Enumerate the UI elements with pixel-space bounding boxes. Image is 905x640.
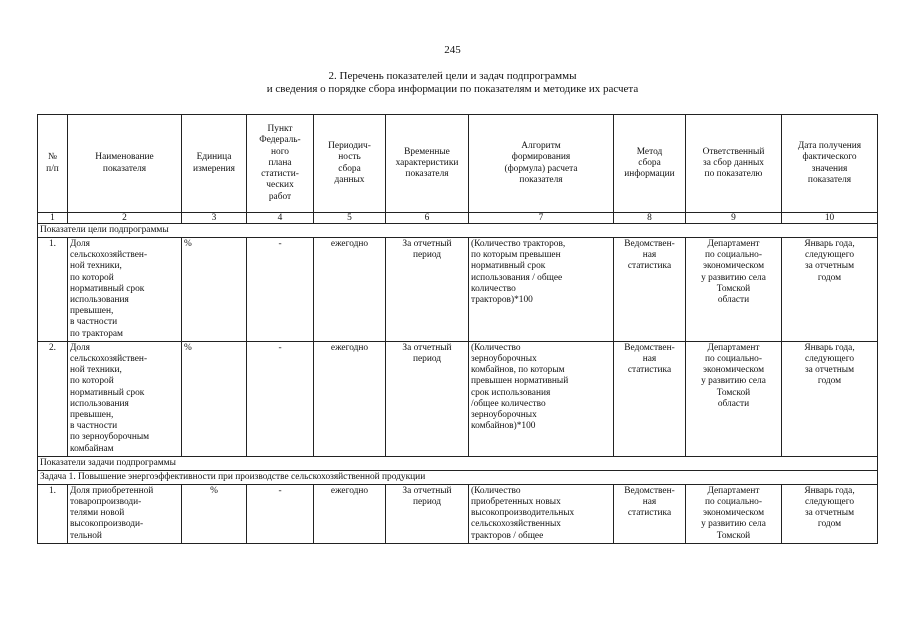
header-cell: Временные характеристики показателя [386, 115, 469, 213]
periodicity: ежегодно [314, 238, 386, 342]
federal-plan-item: - [247, 484, 314, 543]
table-row [38, 341, 878, 456]
federal-plan-item: - [247, 238, 314, 342]
column-number: 4 [247, 213, 314, 224]
periodicity: ежегодно [314, 341, 386, 456]
row-number: 1. [38, 484, 68, 543]
title-line-2: и сведения о порядке сбора информации по показателям и методике их расчета [266, 83, 639, 95]
column-number: 5 [314, 213, 386, 224]
collection-method: Ведомствен- ная статистика [614, 238, 686, 342]
row-number: 1. [38, 238, 68, 342]
column-number: 1 [38, 213, 68, 224]
column-number-row [38, 213, 878, 224]
time-characteristics: За отчетный период [386, 341, 469, 456]
section-goal-indicators: Показатели цели подпрограммы [38, 224, 878, 238]
actual-value-date: Январь года, следующего за отчетным годом [782, 238, 878, 342]
unit: % [182, 484, 247, 543]
column-number: 10 [782, 213, 878, 224]
header-cell: Ответственный за сбор данных по показателю [686, 115, 782, 213]
column-number: 3 [182, 213, 247, 224]
section-row [38, 456, 878, 470]
responsible-party: Департамент по социально- экономическом у развитию села Томской области [686, 341, 782, 456]
document-title [0, 70, 905, 96]
collection-method: Ведомствен- ная статистика [614, 484, 686, 543]
section-task-indicators: Показатели задачи подпрограммы [38, 456, 878, 470]
indicator-name: Доля сельскохозяйствен- ной техники, по которой нормативный срок использования превышен, в частности по зерноуборочным комбайнам [68, 341, 182, 456]
federal-plan-item: - [247, 341, 314, 456]
table-header-row [38, 115, 878, 213]
calculation-algorithm: (Количество приобретенных новых высокопроизводительных сельскохозяйственных тракторов / общее [469, 484, 614, 543]
title-line-1: 2. Перечень показателей цели и задач подпрограммы [328, 70, 577, 82]
calculation-algorithm: (Количество зерноуборочных комбайнов, по которым превышен нормативный срок использования /общее количество зерноуборочных комбайнов)*100 [469, 341, 614, 456]
header-cell: № п/п [38, 115, 68, 213]
indicators-table [37, 114, 878, 544]
indicator-name: Доля приобретенной товаропроизводи- телями новой высокопроизводи- тельной [68, 484, 182, 543]
unit: % [182, 238, 247, 342]
page-number: 245 [444, 44, 461, 56]
header-cell: Метод сбора информации [614, 115, 686, 213]
table-row [38, 238, 878, 342]
header-cell: Алгоритм формирования (формула) расчета показателя [469, 115, 614, 213]
header-cell: Пункт Федераль- ного плана статисти- ческих работ [247, 115, 314, 213]
header-cell: Единица измерения [182, 115, 247, 213]
calculation-algorithm: (Количество тракторов, по которым превышен нормативный срок использования / общее количество тракторов)*100 [469, 238, 614, 342]
header-cell: Наименование показателя [68, 115, 182, 213]
section-row [38, 224, 878, 238]
unit: % [182, 341, 247, 456]
column-number: 2 [68, 213, 182, 224]
task-1-title: Задача 1. Повышение энергоэффективности при производстве сельскохозяйственной продукции [38, 470, 878, 484]
column-number: 9 [686, 213, 782, 224]
row-number: 2. [38, 341, 68, 456]
time-characteristics: За отчетный период [386, 484, 469, 543]
column-number: 7 [469, 213, 614, 224]
actual-value-date: Январь года, следующего за отчетным годом [782, 484, 878, 543]
column-number: 6 [386, 213, 469, 224]
indicator-name: Доля сельскохозяйствен- ной техники, по которой нормативный срок использования превышен, в частности по тракторам [68, 238, 182, 342]
collection-method: Ведомствен- ная статистика [614, 341, 686, 456]
column-number: 8 [614, 213, 686, 224]
responsible-party: Департамент по социально- экономическом у развитию села Томской области [686, 238, 782, 342]
table-row [38, 484, 878, 543]
periodicity: ежегодно [314, 484, 386, 543]
time-characteristics: За отчетный период [386, 238, 469, 342]
section-row [38, 470, 878, 484]
actual-value-date: Январь года, следующего за отчетным годом [782, 341, 878, 456]
header-cell: Дата получения фактического значения показателя [782, 115, 878, 213]
responsible-party: Департамент по социально- экономическом у развитию села Томской [686, 484, 782, 543]
header-cell: Периодич- ность сбора данных [314, 115, 386, 213]
